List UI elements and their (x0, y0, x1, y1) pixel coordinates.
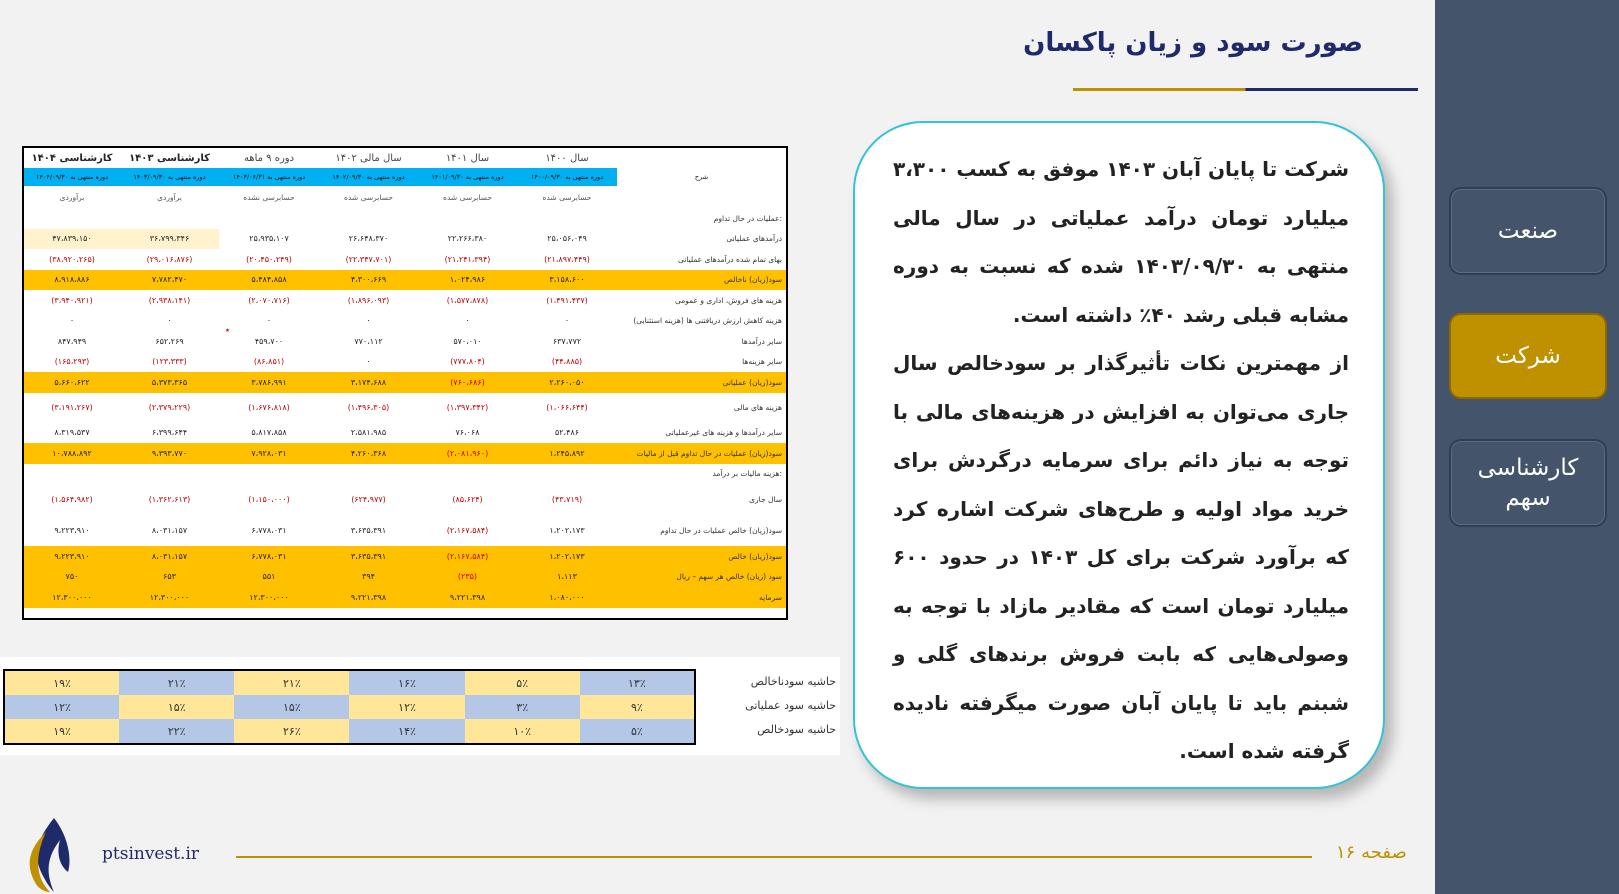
value-cell: (۲،۰۷۰،۷۱۶) (248, 295, 290, 305)
row-label: سرمایه (617, 587, 786, 608)
table-row (24, 270, 786, 291)
column-header: کارشناسی ۱۴۰۳ (129, 152, 210, 164)
commentary-box (853, 121, 1385, 789)
value-cell: ۵۲،۴۸۶ (554, 428, 580, 438)
margin-cell: ۲۶٪ (234, 719, 349, 744)
value-cell: ۱۲،۳۰۰،۰۰۰ (219, 587, 319, 608)
table-row (24, 229, 786, 250)
value-cell: ۰ (564, 316, 570, 326)
period-cell: دوره منتهی به ۱۴۰۲/۰۹/۳۰ (319, 168, 418, 186)
income-statement-table (22, 146, 788, 620)
value-cell: ۴،۳۰۰،۶۶۹ (319, 270, 418, 291)
row-label: سال جاری (749, 494, 782, 504)
table-row (24, 393, 786, 423)
value-cell: (۱،۱۵۰،۰۰۰) (248, 494, 290, 504)
value-cell: (۱،۶۷۶،۸۱۸) (248, 403, 290, 412)
value-cell: ۱،۲۰۲،۱۷۳ (517, 546, 617, 567)
value-cell: ۶۵۳ (120, 567, 219, 588)
audit-status-cell: حسابرسی شده (542, 192, 592, 202)
table-row (24, 372, 786, 393)
sidebar-item-stock-analysis[interactable] (1449, 439, 1607, 527)
value-cell: ۰ (167, 316, 172, 326)
value-cell: ۷۷۰،۱۱۲ (354, 336, 383, 346)
margin-cell: ۱۰٪ (465, 719, 580, 744)
value-cell: ۵۵۱ (219, 567, 319, 588)
table-row (24, 484, 786, 514)
margin-cell: ۳٪ (465, 695, 580, 719)
value-cell: ۹،۲۲۱،۳۹۸ (319, 587, 418, 608)
value-cell: (۱۶۵،۲۹۳) (54, 357, 90, 367)
value-cell: ۵۷۰،۰۱۰ (453, 336, 482, 346)
value-cell: ۲۵،۹۳۵،۱۰۷ (249, 234, 289, 244)
value-cell: (۱۲۳،۳۳۳) (152, 357, 187, 367)
row-label: سود(زیان) ناخالص (617, 270, 786, 291)
title-underline (1073, 88, 1418, 91)
value-cell: ۳،۱۵۸،۶۰۰ (517, 270, 617, 291)
value-cell: ۹،۲۲۱،۳۹۸ (418, 587, 517, 608)
period-cell: دوره منتهی به ۱۴۰۴/۰۹/۳۰ (24, 168, 120, 186)
value-cell: (۲۹،۰۱۶،۸۷۶) (146, 254, 193, 264)
margin-cell: ۲۱٪ (119, 670, 234, 695)
value-cell: ۸،۹۱۸،۸۸۶ (24, 270, 120, 291)
value-cell: (۲،۳۷۹،۲۲۹) (148, 403, 191, 412)
value-cell: (۲،۰۸۱،۹۶۰) (418, 443, 517, 464)
row-label: سود(زیان) خالص (617, 546, 786, 567)
column-header: سال ۱۴۰۰ (545, 152, 589, 164)
value-cell: (۲،۹۳۸،۱۴۱) (148, 295, 191, 305)
table-row (24, 587, 786, 608)
margin-cell: ۱۹٪ (4, 670, 119, 695)
column-header: سال مالی ۱۴۰۲ (335, 152, 402, 164)
value-cell: ۳،۱۷۴،۶۸۸ (319, 372, 418, 393)
value-cell: ۲۵،۰۵۶،۰۴۹ (547, 234, 587, 244)
row-label: بهای تمام شده درآمدهای عملیاتی (677, 254, 782, 264)
value-cell: ۱،۱۱۳ (517, 567, 617, 588)
value-cell: (۱،۳۹۷،۳۴۲) (446, 403, 489, 412)
empty-cell (517, 208, 617, 229)
margin-cell: ۱۲٪ (4, 695, 119, 719)
value-cell: (۸۵،۶۲۴) (452, 494, 483, 504)
period-cell: دوره منتهی به ۱۴۰۱/۰۹/۳۰ (418, 168, 517, 186)
margin-row (4, 719, 695, 744)
column-header: سال ۱۴۰۱ (445, 152, 490, 164)
value-cell: (۱،۵۶۴،۹۸۲) (51, 494, 93, 504)
value-cell: (۱،۴۹۶،۳۰۵) (347, 403, 390, 412)
empty-cell (24, 208, 120, 229)
value-cell: ۷۶،۰۶۸ (455, 428, 480, 438)
value-cell: ۴۵۹،۷۰۰ (254, 336, 284, 346)
value-cell: ۹،۲۲۳،۹۱۰ (54, 525, 90, 535)
value-cell: ۸،۰۳۱،۱۵۷ (151, 525, 188, 535)
commentary-paragraph: شرکت تا پایان آبان ۱۴۰۳ موفق به کسب ۳،۳۰۰ میلیارد تومان درآمد عملیاتی در سال مالی منتهی به ۱۴۰۳/۰۹/۳۰ شده که نسبت به دوره مشابه قبلی رشد ۴۰٪ داشته است. (893, 157, 1350, 327)
value-cell: ۷،۷۸۲،۴۷۰ (120, 270, 219, 291)
row-label: درآمدهای عملیاتی (726, 234, 782, 244)
value-cell: ۶۳۷،۷۷۲ (552, 336, 582, 346)
value-cell: ۵،۶۶۰،۶۲۲ (24, 372, 120, 393)
value-cell: (۴۴،۸۸۵) (551, 357, 583, 367)
row-label: سایر درآمدها و هزینه های غیرعملیاتی (665, 428, 782, 438)
margin-cell: ۱۶٪ (349, 670, 464, 695)
table-row (24, 546, 786, 567)
value-cell: ۸۴۷،۹۴۹ (57, 336, 87, 346)
audit-status-cell: حسابرسی شده (443, 192, 492, 202)
audit-status-cell: برآوردی (59, 192, 85, 202)
margin-label: حاشیه سود عملیاتی (745, 699, 836, 712)
value-cell: ۹،۳۹۳،۷۷۰ (120, 443, 219, 464)
value-cell: (۷۶۰،۶۸۶) (418, 372, 517, 393)
row-label: سود(زیان) عملیات در حال تداوم قبل از مالیات (617, 443, 786, 464)
value-cell: ۴،۲۶۰،۳۶۸ (319, 443, 418, 464)
sidebar-item-label: شرکت (1495, 343, 1561, 369)
row-label: سود(زیان) عملیاتی (617, 372, 786, 393)
value-cell: ۳۶،۷۹۹،۳۴۶ (120, 229, 219, 250)
audit-status-cell: حسابرسی نشده (243, 192, 295, 202)
value-cell: ۱،۲۴۵،۸۹۲ (517, 443, 617, 464)
value-cell: ۹،۲۲۳،۹۱۰ (24, 546, 120, 567)
website-link[interactable]: ptsinvest.ir (102, 844, 200, 864)
sidebar-item-label: کارشناسی سهم (1477, 455, 1579, 511)
value-cell: ۰ (266, 316, 272, 326)
value-cell: (۶۲۴،۹۷۷) (351, 494, 386, 504)
value-cell: (۸۶،۸۵۱) (253, 357, 285, 367)
margin-cell: ۱۹٪ (4, 719, 119, 744)
value-cell: ۵،۸۱۷،۸۵۸ (251, 428, 287, 438)
table-row (24, 352, 786, 373)
value-cell: (۷۷۷،۸۰۴) (450, 357, 485, 367)
value-cell: (۳،۱۹۱،۲۶۷) (51, 403, 93, 412)
empty-cell (120, 208, 219, 229)
audit-status-cell: برآوردی (157, 192, 182, 202)
audit-spacer (617, 186, 786, 208)
value-cell: ۷۵۰ (24, 567, 120, 588)
value-cell: ۰ (69, 316, 75, 326)
sidebar-item-industry[interactable] (1449, 187, 1607, 275)
value-cell: (۱،۵۷۷،۸۷۸) (446, 295, 489, 305)
value-cell: ۰ (366, 357, 371, 367)
margin-cell: ۲۲٪ (119, 719, 234, 744)
value-cell: ۲۲،۲۶۶،۳۸۰ (447, 234, 488, 244)
value-cell: ۵،۴۸۴،۸۵۸ (219, 270, 319, 291)
margin-label: حاشیه سودخالص (757, 723, 836, 736)
value-cell: (۱،۸۹۶،۰۹۳) (347, 295, 390, 305)
margins-table (3, 669, 696, 745)
value-cell: ۳،۶۳۵،۳۹۱ (350, 525, 387, 535)
table-row (24, 249, 786, 270)
margin-cell: ۱۵٪ (119, 695, 234, 719)
value-cell: ۱۰،۷۸۸،۸۹۲ (24, 443, 120, 464)
value-cell: ۶،۷۷۸،۰۳۱ (251, 525, 287, 535)
empty-cell (418, 208, 517, 229)
margin-cell: ۱۵٪ (234, 695, 349, 719)
company-logo-icon (16, 814, 86, 894)
value-cell: (۲۰،۴۵۰،۲۴۹) (246, 254, 292, 264)
value-cell: (۲۱،۸۹۷،۴۴۹) (544, 254, 590, 264)
margin-cell: ۱۳٪ (580, 670, 695, 695)
value-cell: (۲۱،۲۴۱،۳۹۴) (444, 254, 491, 264)
value-cell: ۶،۳۹۹،۶۴۴ (151, 428, 188, 438)
value-cell: ۱،۲۰۲،۱۷۳ (549, 525, 585, 535)
value-cell: ۱۲،۳۰۰،۰۰۰ (24, 587, 120, 608)
sidebar-item-label: صنعت (1497, 218, 1559, 244)
row-label: هزینه کاهش ارزش دریافتنی ها (هزینه استثنایی) (633, 316, 782, 326)
value-cell: (۱،۰۶۶،۶۴۴) (546, 403, 588, 412)
value-cell: (۲،۱۶۷،۵۸۴) (446, 525, 489, 535)
value-cell: ۱،۰۸۰،۰۰۰ (517, 587, 617, 608)
empty-cell (120, 464, 219, 485)
row-label: هزینه های فروش، اداری و عمومی (675, 295, 782, 305)
margin-row (4, 695, 695, 719)
value-cell: ۳،۷۸۶،۹۹۱ (219, 372, 319, 393)
footer-divider (236, 856, 1312, 858)
value-cell: (۲،۱۶۷،۵۸۴) (418, 546, 517, 567)
table-row (24, 290, 786, 311)
period-cell: دوره منتهی به ۱۴۰۰/۰۹/۳۰ (517, 168, 617, 186)
value-cell: ۲۶،۶۴۸،۳۷۰ (348, 234, 389, 244)
value-cell: (۴۳،۷۱۹) (551, 494, 583, 504)
value-cell: ۱۲،۳۰۰،۰۰۰ (120, 587, 219, 608)
value-cell: (۳۸،۹۲۰،۲۶۵) (49, 254, 95, 264)
column-header-spacer (617, 148, 786, 168)
table-row (24, 567, 786, 588)
margin-cell: ۲۱٪ (234, 670, 349, 695)
value-cell: ۱،۰۲۴،۹۸۶ (418, 270, 517, 291)
column-header: کارشناسی ۱۴۰۴ (31, 152, 113, 164)
desc-header: شرح (617, 168, 786, 186)
value-cell: ۴۷،۸۳۹،۱۵۰ (24, 229, 120, 250)
value-cell: ۲،۲۶۰،۰۵۰ (517, 372, 617, 393)
margin-label: حاشیه سودناخالص (750, 675, 836, 688)
audit-status-cell: حسابرسی شده (344, 192, 393, 202)
empty-cell (219, 464, 319, 485)
row-label: سود (زیان) خالص هر سهم – ریال (617, 567, 786, 588)
value-cell: (۱،۴۹۱،۴۳۷) (546, 295, 588, 305)
value-cell: ۰ (366, 316, 371, 326)
period-cell: دوره منتهی به ۱۴۰۳/۰۹/۳۰ (120, 168, 219, 186)
section-label: عملیات در حال تداوم: (713, 213, 782, 223)
value-cell: ۷،۹۲۸،۰۳۱ (219, 443, 319, 464)
row-label: سایر درآمدها (741, 336, 782, 346)
value-cell: ۶،۷۷۸،۰۳۱ (219, 546, 319, 567)
value-cell: ۰ (465, 316, 470, 326)
page-title: صورت سود و زیان پاکسان (1023, 28, 1363, 58)
table-row (24, 443, 786, 464)
empty-cell (219, 208, 319, 229)
margins-panel (0, 657, 840, 755)
value-cell: (۲۲،۳۴۷،۷۰۱) (345, 254, 392, 264)
value-cell: ۳،۶۳۵،۳۹۱ (319, 546, 418, 567)
value-cell: (۳،۹۴۰،۹۲۱) (51, 295, 93, 305)
margin-row (4, 670, 695, 695)
empty-cell (418, 464, 517, 485)
table-row (24, 423, 786, 444)
table-row (24, 331, 786, 352)
page-number: صفحه ۱۶ (1336, 842, 1407, 863)
row-label: هزینه های مالی (733, 403, 782, 412)
margin-cell: ۹٪ (580, 695, 695, 719)
table-row (24, 311, 786, 332)
red-marker: ٭ (225, 326, 230, 336)
value-cell: (۲۳۵) (418, 567, 517, 588)
empty-cell (319, 464, 418, 485)
sidebar-item-company[interactable] (1449, 313, 1607, 399)
value-cell: ۸،۳۱۹،۵۳۷ (54, 428, 90, 438)
margin-cell: ۵٪ (580, 719, 695, 744)
column-header: دوره ۹ ماهه (243, 152, 295, 164)
margin-cell: ۱۲٪ (349, 695, 464, 719)
margin-cell: ۵٪ (465, 670, 580, 695)
commentary-paragraph: از مهمترین نکات تأثیرگذار بر سودخالص سال جاری می‌توان به افزایش در هزینه‌های مالی با توجه به نیاز دائم برای سرمایه درگردش برای خرید مواد اولیه و طرح‌های شرکت اشاره کرد که برآورد شرکت برای کل ۱۴۰۳ در حدود ۶۰۰ میلیارد تومان است که مقادیر مازاد با توجه به وصولی‌هایی که بابت فروش برندهای گلی و شبنم باید تا پایان آبان صورت میگرفته نادیده گرفته شده است. (893, 351, 1350, 763)
empty-cell (24, 464, 120, 485)
row-label: سایر هزینه‌ها (742, 357, 782, 367)
section-label: هزینه مالیات بر درآمد: (712, 469, 782, 479)
table-row (24, 514, 786, 546)
value-cell: (۱،۳۶۲،۶۱۳) (148, 494, 191, 504)
sidebar-nav (1435, 0, 1619, 894)
value-cell: ۵،۳۷۳،۳۶۵ (120, 372, 219, 393)
value-cell: ۲،۵۸۱،۹۸۵ (350, 428, 387, 438)
value-cell: ۸،۰۳۱،۱۵۷ (120, 546, 219, 567)
value-cell: ۶۵۲،۲۶۹ (155, 336, 184, 346)
margin-cell: ۱۴٪ (349, 719, 464, 744)
period-cell: دوره منتهی به ۱۴۰۳/۰۶/۳۱ (219, 168, 319, 186)
empty-cell (319, 208, 418, 229)
value-cell: ۳۹۴ (319, 567, 418, 588)
empty-cell (517, 464, 617, 485)
margins-labels (700, 670, 836, 742)
row-label: سود(زیان) خالص عملیات در حال تداوم (660, 525, 782, 535)
